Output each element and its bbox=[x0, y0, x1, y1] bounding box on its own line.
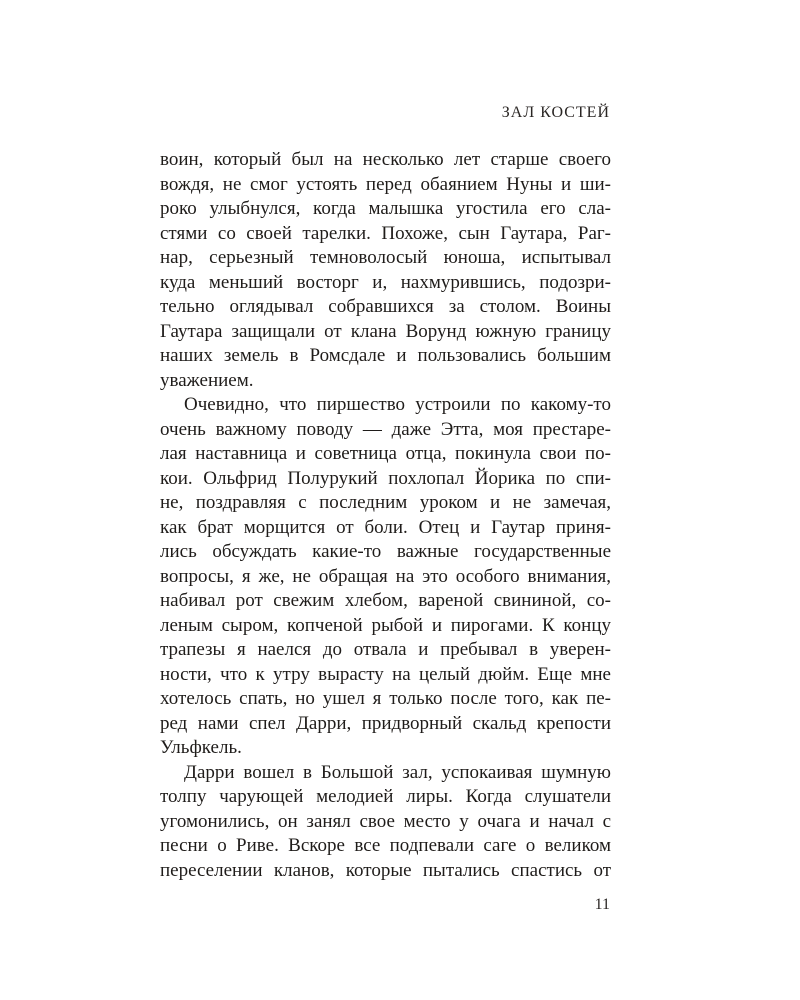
text-line: песни о Риве. Вскоре все подпевали саге о великом bbox=[160, 835, 611, 856]
text-line: угомонились, он занял свое место у очага и начал с bbox=[160, 810, 611, 832]
text-line: леным сыром, копченой рыбой и пирогами. К концу bbox=[160, 614, 611, 636]
text-line: кои. Ольфрид Полурукий похлопал Йорика по спи- bbox=[160, 467, 611, 489]
text-line: роко улыбнулся, когда малышка угостила его сла- bbox=[160, 198, 611, 219]
body-text bbox=[160, 148, 611, 883]
text-line: трапезы я наелся до отвала и пребывал в уверен- bbox=[160, 639, 611, 660]
text-line: нар, серьезный темноволосый юноша, испытывал bbox=[160, 247, 611, 268]
text-line: стями со своей тарелки. Похоже, сын Гаутара, Раг- bbox=[160, 222, 611, 244]
text-line: ред нами спел Дарри, придворный скальд крепости bbox=[160, 712, 611, 734]
text-line: переселении кланов, которые пытались спастись от bbox=[160, 859, 611, 881]
running-head: ЗАЛ КОСТЕЙ bbox=[501, 104, 610, 121]
text-line: уважением. bbox=[160, 369, 254, 391]
text-line: куда меньший восторг и, нахмурившись, подозри- bbox=[160, 271, 611, 293]
page-number: 11 bbox=[594, 896, 610, 913]
text-line: Дарри вошел в Большой зал, успокаивая шумную bbox=[184, 761, 611, 783]
text-line: ности, что к утру вырасту на целый дюйм. Еще мне bbox=[160, 663, 611, 685]
text-line: лая наставница и советница отца, покинула свои по- bbox=[160, 443, 611, 464]
text-line: воин, который был на несколько лет старше своего bbox=[160, 149, 611, 170]
text-line: хотелось спать, но ушел я только после того, как пе- bbox=[160, 688, 611, 709]
text-line: тельно оглядывал собравшихся за столом. Воины bbox=[160, 296, 611, 317]
text-line: толпу чарующей мелодией лиры. Когда слушатели bbox=[160, 786, 611, 807]
text-line: вождя, не смог устоять перед обаянием Нуны и ши- bbox=[160, 173, 611, 195]
text-line: Гаутара защищали от клана Ворунд южную границу bbox=[160, 320, 611, 342]
text-line: Ульфкель. bbox=[160, 737, 242, 758]
text-line: Очевидно, что пиршество устроили по какому-то bbox=[184, 394, 611, 415]
text-line: набивал рот свежим хлебом, вареной свининой, со- bbox=[160, 590, 611, 611]
text-line: наших земель в Ромсдале и пользовались большим bbox=[160, 345, 611, 366]
text-line: вопросы, я же, не обращая на это особого внимания, bbox=[160, 565, 611, 587]
text-line: не, поздравляя с последним уроком и не замечая, bbox=[160, 492, 611, 513]
text-line: очень важному поводу — даже Этта, моя престаре- bbox=[160, 418, 611, 440]
text-line: как брат морщится от боли. Отец и Гаутар приня- bbox=[160, 516, 611, 538]
text-line: лись обсуждать какие-то важные государственные bbox=[160, 541, 611, 562]
